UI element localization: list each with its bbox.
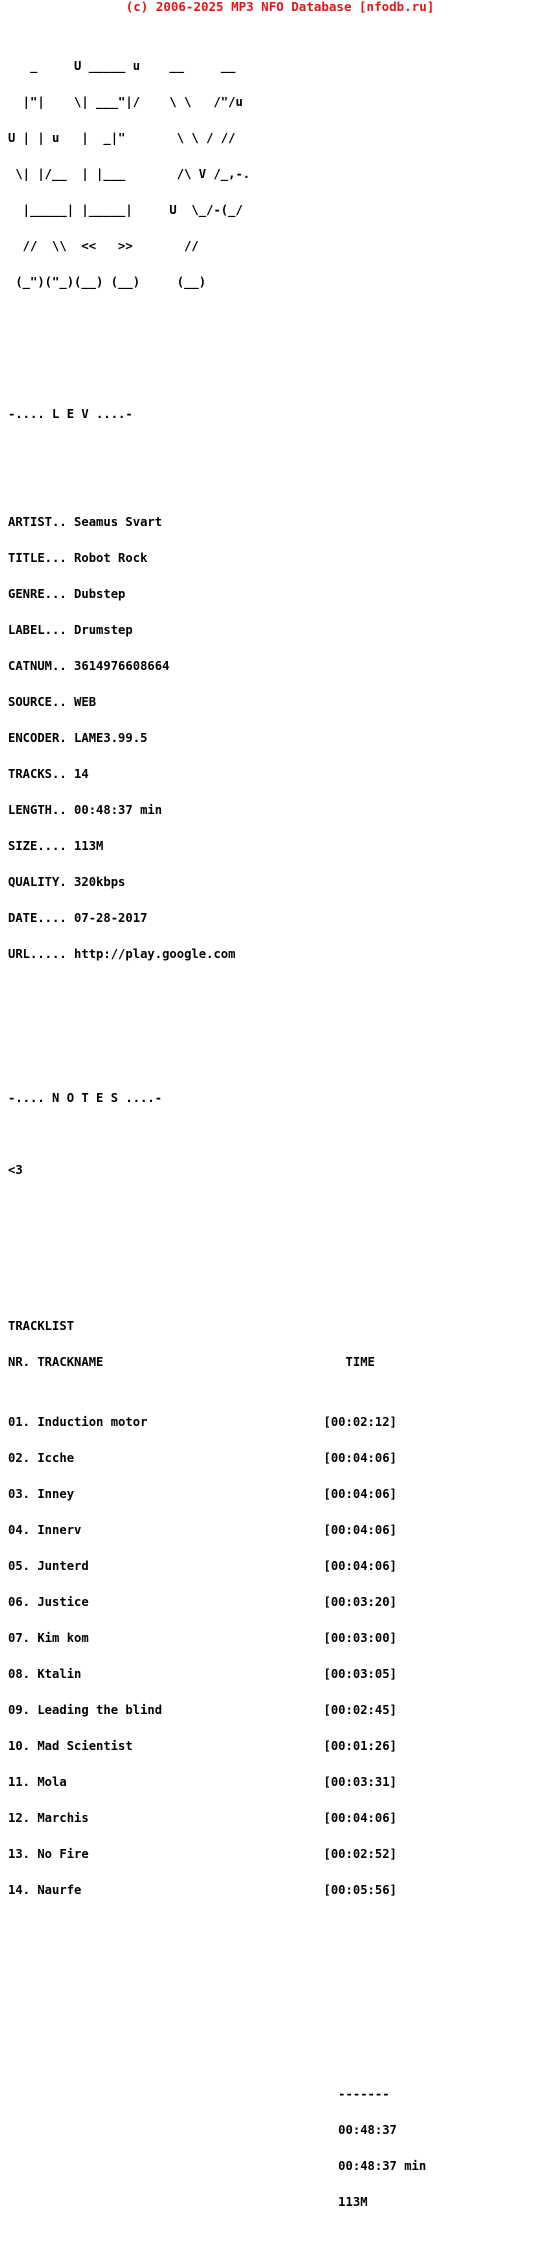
blank-line — [8, 1956, 553, 1968]
track-row: 14. Naurfe [00:05:56] — [8, 1883, 397, 1897]
blank-line — [8, 1128, 553, 1140]
blank-line — [8, 372, 553, 384]
info-line-genre: GENRE... Dubstep — [8, 587, 126, 601]
track-row: 01. Induction motor [00:02:12] — [8, 1415, 397, 1429]
info-line-size: SIZE.... 113M — [8, 839, 104, 853]
logo-line: U | | u | _|" \ \ / // — [8, 131, 236, 145]
logo-line: |"| \| ___"|/ \ \ /"/u — [8, 95, 243, 109]
logo-line: // \\ << >> // — [8, 239, 199, 253]
nfo-document — [8, 12, 553, 2244]
track-row: 12. Marchis [00:04:06] — [8, 1811, 397, 1825]
tracklist-heading: TRACKLIST — [8, 1319, 75, 1333]
info-line-quality: QUALITY. 320kbps — [8, 875, 126, 889]
info-line-title: TITLE... Robot Rock — [8, 551, 148, 565]
blank-line — [8, 336, 553, 348]
track-row: 04. Innerv [00:04:06] — [8, 1523, 397, 1537]
info-line-encoder: ENCODER. LAME3.99.5 — [8, 731, 148, 745]
tracklist-summary — [8, 2064, 553, 2232]
summary-total-size: 113M — [8, 2195, 368, 2209]
blank-line — [8, 1236, 553, 1248]
info-line-date: DATE.... 07-28-2017 — [8, 911, 148, 925]
blank-line — [8, 1200, 553, 1212]
blank-line — [8, 2028, 553, 2040]
track-row: 07. Kim kom [00:03:00] — [8, 1631, 397, 1645]
blank-line — [8, 1056, 553, 1068]
notes-text: <3 — [8, 1163, 23, 1177]
info-line-source: SOURCE.. WEB — [8, 695, 97, 709]
info-line-length: LENGTH.. 00:48:37 min — [8, 803, 163, 817]
logo-line: \| |/__ | |___ /\ V /_,-. — [8, 167, 251, 181]
logo-line: |_____| |_____| U \_/-(_/ — [8, 203, 243, 217]
info-line-label: LABEL... Drumstep — [8, 623, 133, 637]
section-title: -.... L E V ....- — [8, 407, 133, 421]
blank-line — [8, 1992, 553, 2004]
logo-line: _ U _____ u __ __ — [8, 59, 236, 73]
track-row: 10. Mad Scientist [00:01:26] — [8, 1739, 397, 1753]
track-row: 03. Inney [00:04:06] — [8, 1487, 397, 1501]
nfodb-header: (c) 2006-2025 MP3 NFO Database [nfodb.ru] — [125, 0, 435, 14]
track-row: 11. Mola [00:03:31] — [8, 1775, 397, 1789]
blank-line — [8, 1020, 553, 1032]
summary-total-length: 00:48:37 min — [8, 2159, 427, 2173]
blank-line — [8, 444, 553, 456]
track-row: 09. Leading the blind [00:02:45] — [8, 1703, 397, 1717]
track-row: 05. Junterd [00:04:06] — [8, 1559, 397, 1573]
tracklist-column-header: NR. TRACKNAME TIME — [8, 1355, 375, 1369]
info-line-artist: ARTIST.. Seamus Svart — [8, 515, 163, 529]
summary-rule: ------- — [8, 2087, 390, 2101]
info-line-catnum: CATNUM.. 3614976608664 — [8, 659, 170, 673]
release-info — [8, 492, 553, 984]
track-row: 06. Justice [00:03:20] — [8, 1595, 397, 1609]
info-line-url: URL..... http://play.google.com — [8, 947, 236, 961]
track-row: 08. Ktalin [00:03:05] — [8, 1667, 397, 1681]
ascii-logo — [8, 36, 553, 312]
track-row: 02. Icche [00:04:06] — [8, 1451, 397, 1465]
blank-line — [8, 1272, 553, 1284]
notes-title: -.... N O T E S ....- — [8, 1091, 163, 1105]
info-line-tracks: TRACKS.. 14 — [8, 767, 89, 781]
summary-total-time: 00:48:37 — [8, 2123, 397, 2137]
track-row: 13. No Fire [00:02:52] — [8, 1847, 397, 1861]
tracklist — [8, 1392, 553, 1920]
logo-line: (_")("_)(__) (__) (__) — [8, 275, 207, 289]
